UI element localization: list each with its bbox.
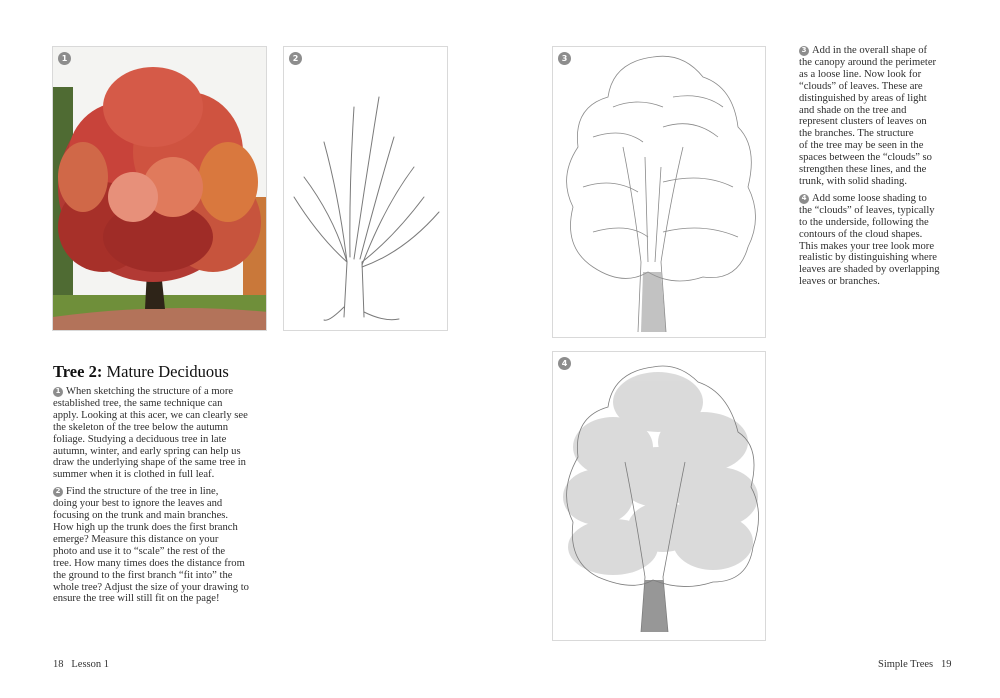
- left-footer: [53, 659, 109, 670]
- paragraph-step-3: [799, 45, 959, 188]
- step-number-badge: 4: [799, 194, 809, 204]
- paragraph-text: Find the structure of the tree in line, doing your best to ignore the leaves and focusing on the trunk and main branches. How high up the trunk does the first branch emerge? Measure this distance on your photo and use it to “scale” the rest of the tree. How many times does the distance from the ground to the first branch “fit into” the whole tree? Adjust the size of your drawing to ensure the tree will still fit on the page!: [53, 486, 249, 605]
- step-badge: 2: [289, 52, 302, 65]
- page-heading: [53, 362, 229, 382]
- paragraph-text: Add some loose shading to the “clouds” of leaves, typically to the underside, following the contours of the cloud shapes. This makes your tree look more realistic by distinguishing where leaves are shaded by overlapping leaves or branches.: [799, 192, 940, 288]
- step-badge: 3: [558, 52, 571, 65]
- section-name: Simple Trees: [878, 659, 934, 670]
- paragraph-text: Add in the overall shape of the canopy around the perimeter as a loose line. Now look for “clouds” of leaves. These are distinguished by areas of light and shade on the tree and represent clusters of leaves on the branches. The structure of the tree may be seen in the spaces between the “clouds” so strengthen these lines, and the trunk, with solid shading.: [799, 45, 937, 187]
- heading-rest: Mature Deciduous: [102, 362, 229, 381]
- step-number-badge: 1: [53, 387, 63, 397]
- step-number-badge: 2: [53, 487, 63, 497]
- figure-2-sketch: [283, 46, 448, 331]
- right-body-text: [799, 45, 959, 293]
- paragraph-step-4: [799, 193, 959, 288]
- tree-canopy-outline-sketch: [553, 47, 766, 338]
- paragraph-step-2: [53, 486, 288, 605]
- figure-3-sketch: [552, 46, 766, 338]
- step-badge: 4: [558, 357, 571, 370]
- figure-4-sketch: [552, 351, 766, 641]
- heading-strong: Tree 2:: [53, 362, 103, 381]
- step-number-badge: 3: [799, 46, 809, 56]
- paragraph-text: When sketching the structure of a more established tree, the same technique can apply. Looking at this acer, we can clearly see the skeleton of the tree below the autumn foliage. Studying a deciduous tree in late autumn, winter, and early spring can help us draw the underlying shape of the same tree in summer when it is clothed in full leaf.: [53, 386, 248, 481]
- tree-structure-sketch: [284, 47, 448, 331]
- figure-1-photo: [52, 46, 267, 331]
- step-badge: 1: [58, 52, 71, 65]
- page-number: 18: [53, 659, 64, 670]
- left-body-text: [53, 386, 288, 610]
- right-footer: [878, 659, 952, 670]
- tree-shaded-sketch: [553, 352, 766, 641]
- paragraph-step-1: [53, 386, 288, 481]
- section-name: Lesson 1: [71, 659, 109, 670]
- autumn-tree-photo: [53, 47, 267, 331]
- page-number: 19: [941, 659, 952, 670]
